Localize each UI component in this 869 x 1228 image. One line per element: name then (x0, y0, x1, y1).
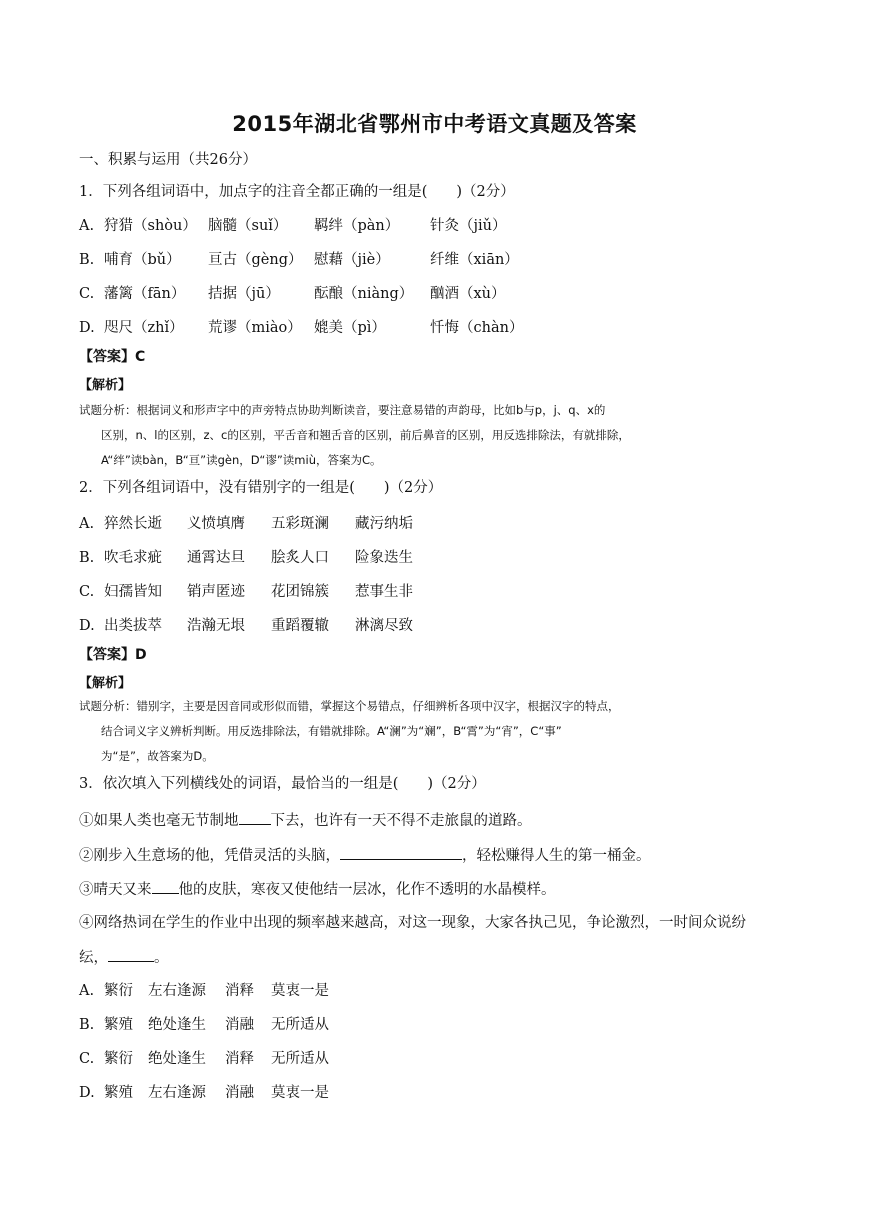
option-item: 藏污纳垢 (355, 516, 413, 532)
option-label: A. (79, 983, 95, 999)
option-item: 繁衍 (104, 1051, 133, 1067)
analysis-1-line-3: A“绊”读bàn，B“亘”读gèn，D“谬”读miù，答案为C。 (101, 453, 382, 467)
option-item: 脍炙人口 (271, 550, 329, 566)
option-item: 左右逢源 (148, 983, 206, 999)
sentence-2 (79, 845, 651, 866)
option-item: 五彩斑澜 (271, 516, 329, 532)
analysis-tag-2: 【解析】 (79, 676, 132, 691)
option-item: 羁绊（pàn） (314, 218, 400, 234)
sentence-3-part-b: 他的皮肤，寒夜又使他结一层冰，化作不透明的水晶模样。 (178, 882, 556, 898)
fill-blank-3 (152, 879, 179, 894)
sentence-3-part-a: ③晴天又来 (79, 882, 152, 898)
sentence-1 (79, 810, 532, 831)
sentence-1-part-a: ①如果人类也毫无节制地 (79, 813, 239, 829)
option-item: 消释 (225, 983, 254, 999)
option-item: 繁衍 (104, 983, 133, 999)
option-item: 媲美（pì） (314, 320, 386, 336)
option-item: 藩篱（fān） (104, 286, 186, 302)
sentence-4-part-c: 纭， (79, 950, 108, 966)
option-item: 纤维（xiān） (430, 252, 519, 268)
fill-blank-2 (340, 845, 462, 860)
option-label: D. (79, 320, 95, 336)
option-item: 莫衷一是 (271, 983, 329, 999)
option-item: 浩瀚无垠 (187, 618, 245, 634)
option-label: D. (79, 618, 95, 634)
analysis-tag-1: 【解析】 (79, 378, 132, 393)
option-item: 吹毛求疵 (104, 550, 162, 566)
sentence-4-part-d: 。 (154, 950, 169, 966)
option-item: 花团锦簇 (271, 584, 329, 600)
option-label: C. (79, 1051, 95, 1067)
option-item: 繁殖 (104, 1017, 133, 1033)
option-item: 针灸（jiǔ） (430, 218, 507, 234)
question-2-stem: 2．下列各组词语中，没有错别字的一组是( )（2分） (79, 480, 443, 496)
option-item: 繁殖 (104, 1085, 133, 1101)
option-label: D. (79, 1085, 95, 1101)
option-item: 消融 (225, 1085, 254, 1101)
analysis-2-line-2: 结合词义字义辨析判断。用反选排除法，有错就排除。A“澜”为“斓”，B“霄”为“宵”，C“事” (101, 724, 562, 738)
option-label: B. (79, 550, 95, 566)
option-item: 忏悔（chàn） (430, 320, 524, 336)
option-item: 猝然长逝 (104, 516, 162, 532)
option-item: 酝酿（niàng） (314, 286, 414, 302)
option-item: 通霄达旦 (187, 550, 245, 566)
question-1-stem: 1．下列各组词语中，加点字的注音全都正确的一组是( )（2分） (79, 184, 515, 200)
section-heading: 一、积累与运用（共26分） (79, 152, 257, 168)
option-label: B. (79, 252, 95, 268)
analysis-1-line-2: 区别，n、l的区别，z、c的区别，平舌音和翘舌音的区别，前后鼻音的区别，用反选排除法，有就排除， (101, 428, 630, 442)
page-title: 2015年湖北省鄂州市中考语文真题及答案 (232, 112, 637, 136)
option-item: 咫尺（zhǐ） (104, 320, 184, 336)
option-label: B. (79, 1017, 95, 1033)
fill-blank-4 (108, 947, 154, 962)
option-item: 险象迭生 (355, 550, 413, 566)
option-item: 绝处逢生 (148, 1051, 206, 1067)
sentence-4: ④网络热词在学生的作业中出现的频率越来越高，对这一现象，大家各执己见，争论激烈，一时间众说纷 (79, 915, 746, 931)
option-item: 消释 (225, 1051, 254, 1067)
option-item: 消融 (225, 1017, 254, 1033)
analysis-2-line-1: 试题分析：错别字，主要是因音同或形似而错，掌握这个易错点，仔细辨析各项中汉字，根据汉字的特点， (79, 699, 620, 713)
option-item: 绝处逢生 (148, 1017, 206, 1033)
option-item: 哺育（bǔ） (104, 252, 181, 268)
option-label: A. (79, 218, 95, 234)
option-item: 莫衷一是 (271, 1085, 329, 1101)
option-item: 左右逢源 (148, 1085, 206, 1101)
fill-blank-1 (239, 810, 271, 825)
option-item: 亘古（gèng） (208, 252, 303, 268)
option-item: 重蹈覆辙 (271, 618, 329, 634)
analysis-1-line-1: 试题分析：根据词义和形声字中的声旁特点协助判断读音，要注意易错的声韵母，比如b与p，j、q、x的 (79, 403, 606, 417)
sentence-3 (79, 879, 556, 900)
option-item: 惹事生非 (355, 584, 413, 600)
option-item: 狩猎（shòu） (104, 218, 197, 234)
option-item: 无所适从 (271, 1051, 329, 1067)
option-label: A. (79, 516, 95, 532)
analysis-2-line-3: 为“是”，故答案为D。 (101, 749, 214, 763)
option-item: 脑髓（suǐ） (208, 218, 288, 234)
answer-1: 【答案】C (79, 349, 146, 365)
question-3-stem: 3．依次填入下列横线处的词语，最恰当的一组是( )（2分） (79, 776, 486, 792)
option-item: 销声匿迹 (187, 584, 245, 600)
option-item: 慰藉（jiè） (314, 252, 390, 268)
option-item: 荒谬（miào） (208, 320, 302, 336)
option-label: C. (79, 584, 95, 600)
option-item: 妇孺皆知 (104, 584, 162, 600)
option-item: 淋漓尽致 (355, 618, 413, 634)
option-item: 出类拔萃 (104, 618, 162, 634)
answer-2: 【答案】D (79, 647, 147, 663)
option-label: C. (79, 286, 95, 302)
option-item: 义愤填膺 (187, 516, 245, 532)
sentence-2-part-b: ，轻松赚得人生的第一桶金。 (462, 848, 651, 864)
option-item: 拮据（jū） (208, 286, 280, 302)
option-item: 无所适从 (271, 1017, 329, 1033)
option-item: 酗酒（xù） (430, 286, 506, 302)
sentence-4-continued (79, 947, 169, 968)
sentence-1-part-b: 下去，也许有一天不得不走旅鼠的道路。 (270, 813, 532, 829)
sentence-2-part-a: ②刚步入生意场的他，凭借灵活的头脑， (79, 848, 340, 864)
